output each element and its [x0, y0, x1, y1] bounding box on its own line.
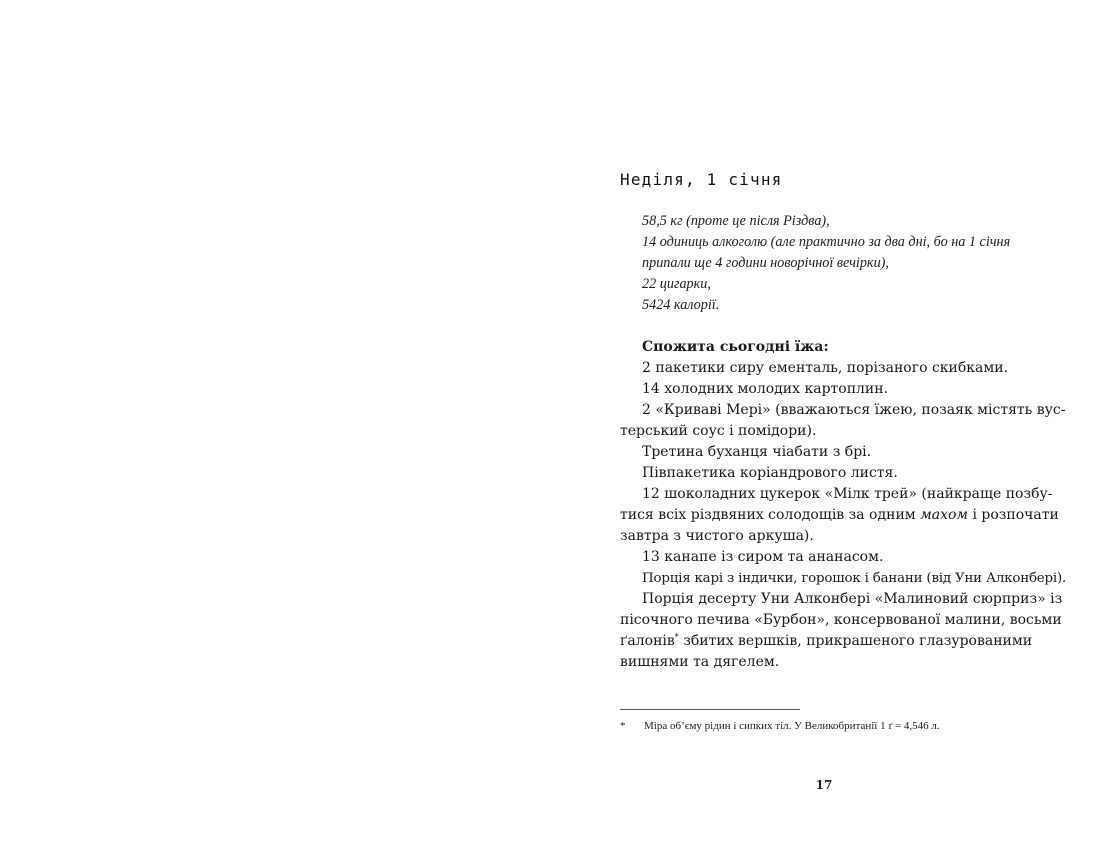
footnote-reference: * — [674, 632, 679, 642]
chapter-heading: Неділя, 1 січня — [620, 170, 783, 189]
footnote — [620, 719, 1040, 734]
food-line: терський соус і помідори). — [620, 423, 817, 439]
page-number: 17 — [815, 778, 833, 792]
daily-stats — [642, 211, 1042, 316]
food-text: і розпочати — [968, 507, 1059, 523]
right-page — [552, 0, 1105, 850]
footnote-text: Міра об’єму рідин і сипких тіл. У Великобританії 1 ґ = 4,546 л. — [644, 720, 940, 732]
food-text-emphasis: махом — [920, 507, 969, 523]
food-list-title: Спожита сьогодні їжа: — [642, 339, 829, 355]
footnote-divider — [620, 709, 800, 710]
food-text: збитих вершків, прикрашеного глазурованими — [678, 633, 1033, 649]
stat-alcohol: 14 одиниць алкоголю (але практично за два дні, бо на 1 січня — [642, 234, 1011, 250]
food-line: Порція карі з індички, горошок і банани (від Уни Алконбері). — [642, 571, 1067, 586]
food-line: 13 канапе із сиром та ананасом. — [642, 549, 884, 565]
food-text: ґалонів — [620, 633, 675, 649]
food-line: Порція десерту Уни Алконбері «Малиновий сюрприз» із — [642, 591, 1063, 607]
left-page-blank — [0, 0, 552, 850]
food-line: вишнями та дягелем. — [620, 654, 780, 670]
food-line: Третина буханця чіабати з брі. — [642, 444, 872, 460]
footnote-mark: * — [620, 720, 626, 732]
food-line: пісочного печива «Бурбон», консервованої малини, восьми — [620, 612, 1062, 628]
stat-calories: 5424 калорії. — [642, 297, 720, 313]
food-line — [620, 505, 1059, 526]
stat-alcohol-cont: припали ще 4 години новорічної вечірки), — [642, 255, 889, 271]
food-text: тися всіх різдвяних солодощів за одним — [620, 507, 921, 523]
food-line: 12 шоколадних цукерок «Мілк трей» (найкраще позбу- — [642, 486, 1053, 502]
food-line: Півпакетика коріандрового листя. — [642, 465, 898, 481]
food-line: 14 холодних молодих картоплин. — [642, 381, 889, 397]
food-line: 2 пакетики сиру ементаль, порізаного скибками. — [642, 360, 1009, 376]
food-line: 2 «Криваві Мері» (вважаються їжею, позаяк містять вус- — [642, 402, 1066, 418]
food-list — [620, 337, 1067, 673]
stat-cigarettes: 22 цигарки, — [642, 276, 711, 292]
stat-weight: 58,5 кг (проте це після Різдва), — [642, 213, 830, 229]
food-line: завтра з чистого аркуша). — [620, 528, 814, 544]
food-line — [620, 631, 1033, 652]
